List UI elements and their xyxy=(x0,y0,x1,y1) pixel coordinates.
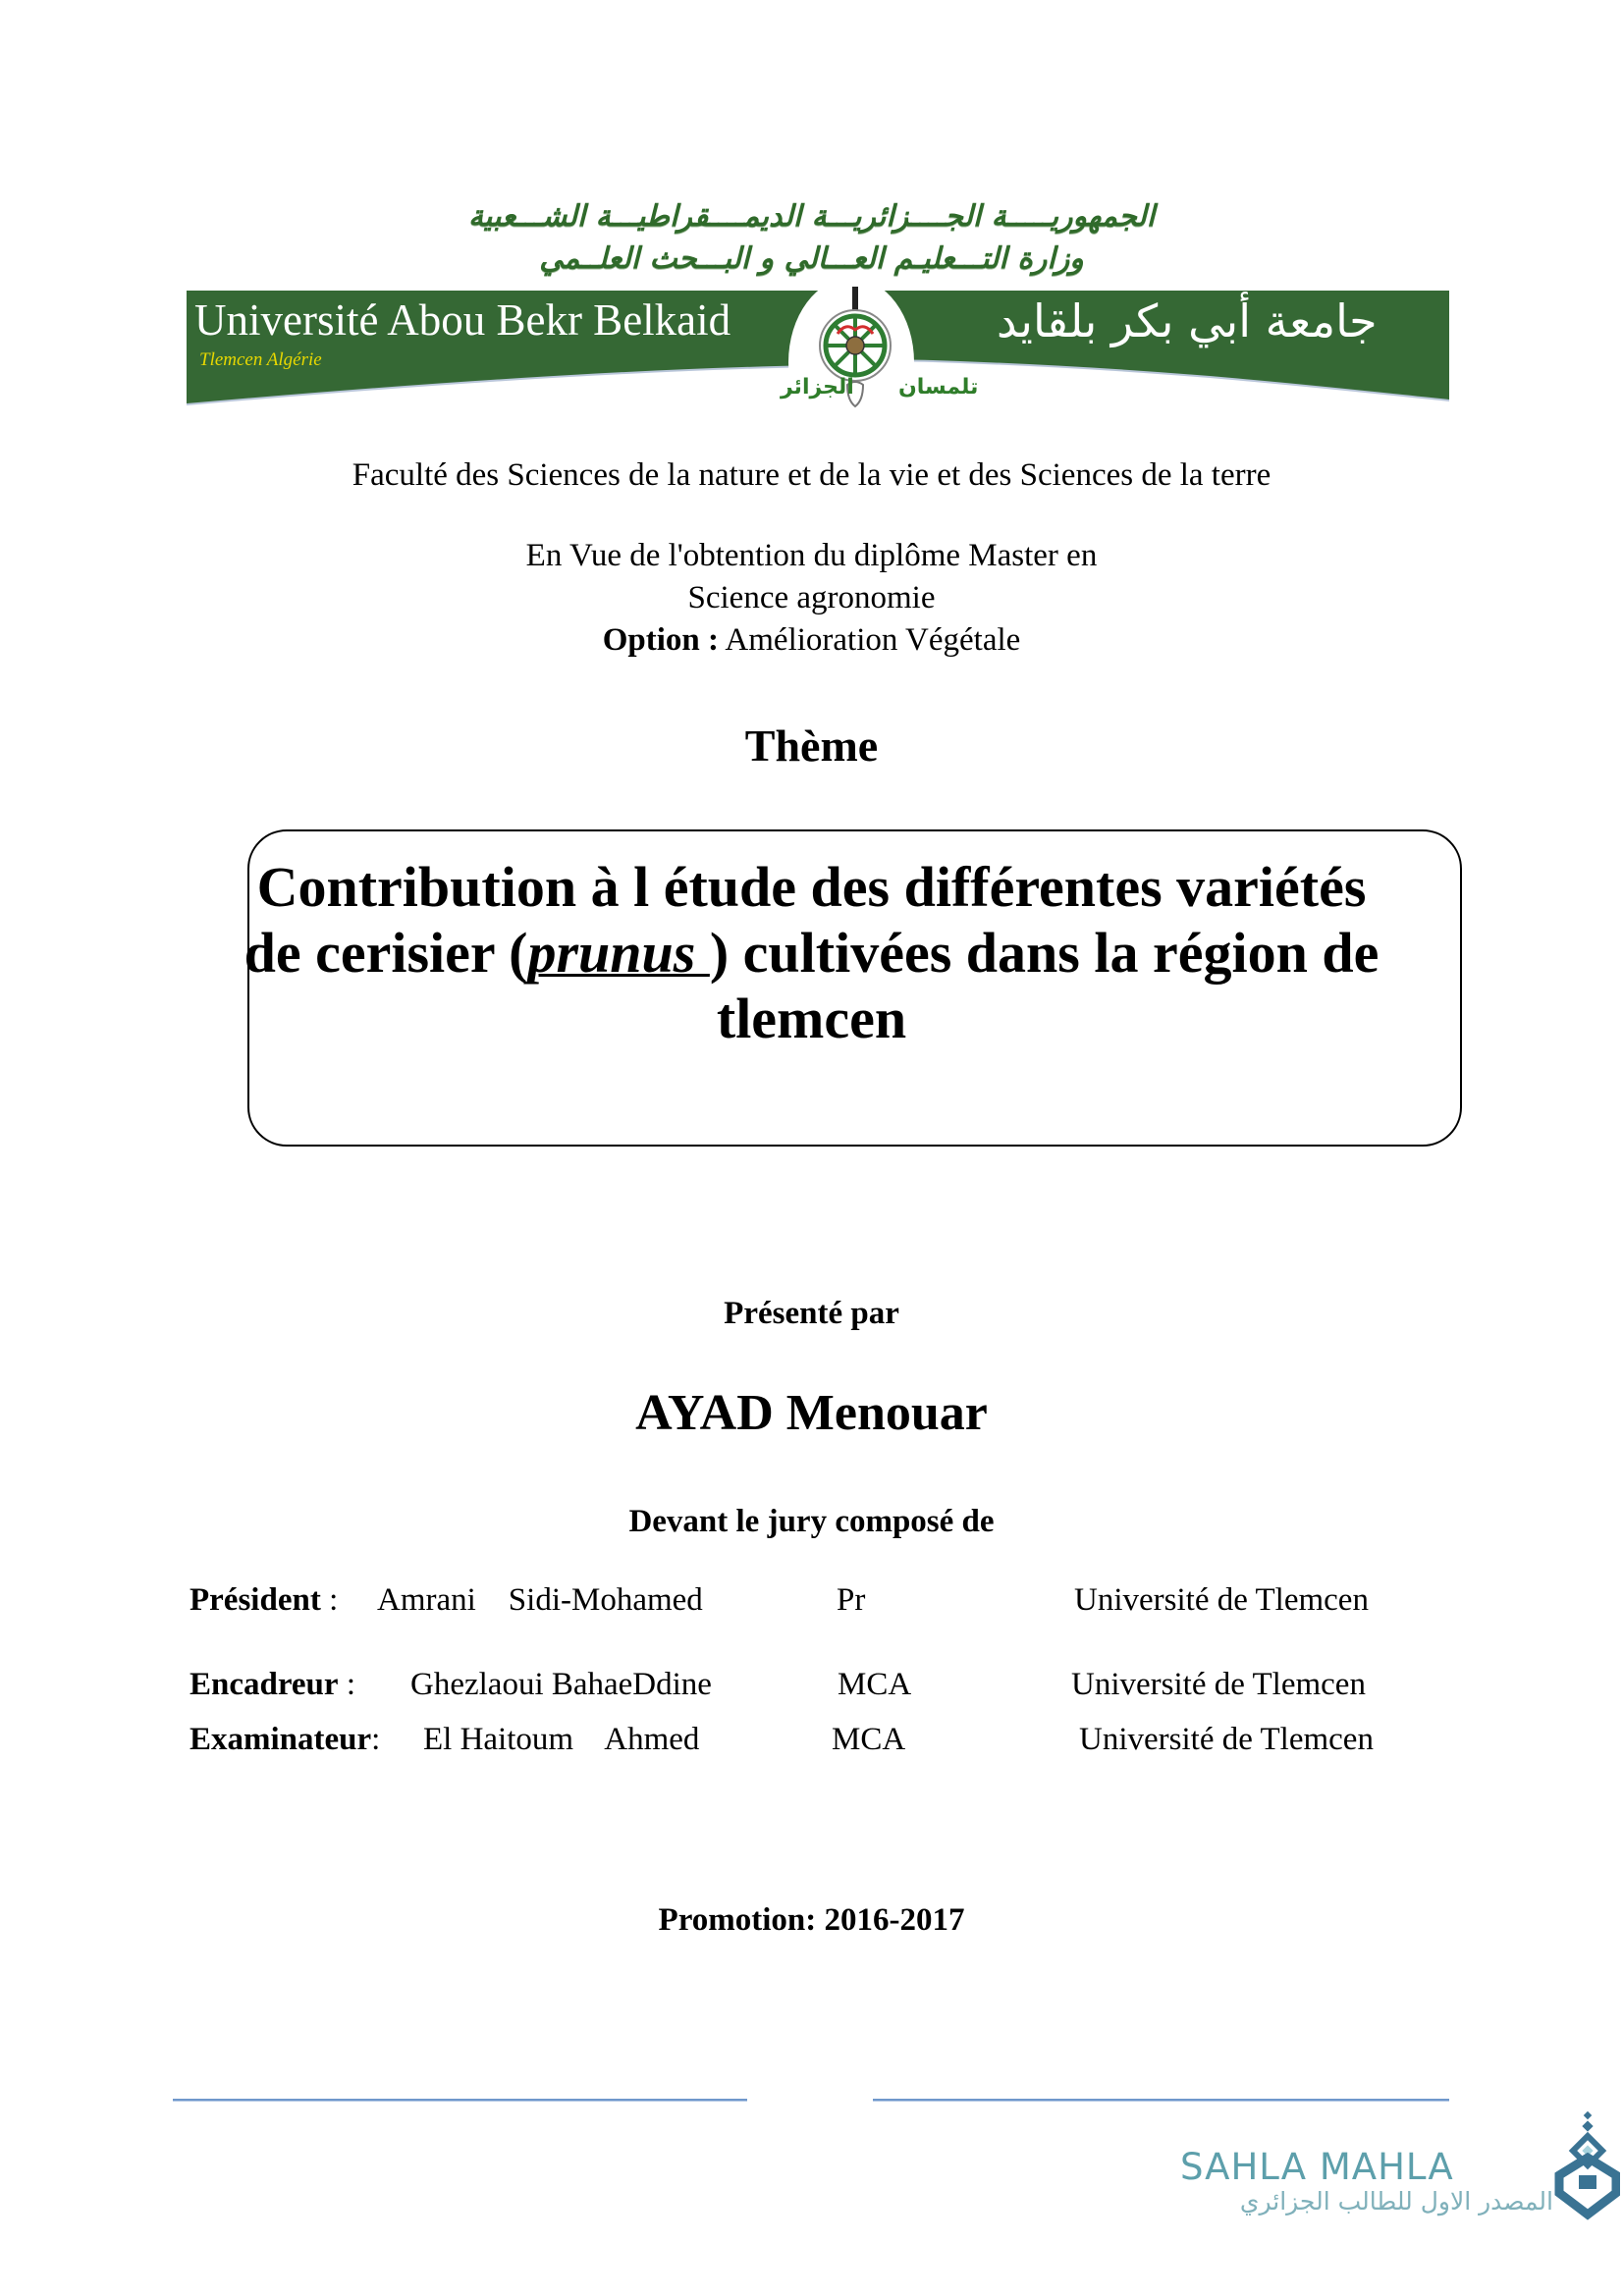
author-name: AYAD Menouar xyxy=(635,1385,988,1441)
thesis-title-line-3: tlemcen xyxy=(716,987,907,1050)
title-suffix: ) cultivées dans la région de xyxy=(709,921,1380,985)
option-value: Amélioration Végétale xyxy=(725,622,1021,658)
jury-name: Amrani Sidi-Mohamed xyxy=(377,1582,703,1618)
republic-header-arabic: الجمهوريـــــة الجــــزائريـــة الديمــــقراطيـــة الشـــعبية xyxy=(467,199,1156,234)
jury-role: Président xyxy=(189,1582,321,1618)
jury-role-sep: : xyxy=(320,1582,339,1618)
sahla-mahla-logo-text: SAHLA MAHLA xyxy=(1180,2146,1454,2188)
emblem-caption-tlemcen: تلمسان xyxy=(898,375,979,400)
jury-role: Examinateur xyxy=(189,1722,372,1757)
faculty-name: Faculté des Sciences de la nature et de la vie et des Sciences de la terre xyxy=(352,457,1271,493)
sahla-mahla-tagline: المصدر الاول للطالب الجزائري xyxy=(1239,2187,1553,2216)
university-name-arabic: جامعة أبي بكر بلقايد xyxy=(997,294,1378,347)
degree-line-1: En Vue de l'obtention du diplôme Master en xyxy=(525,538,1098,573)
thesis-title-line-1: Contribution à l étude des différentes variétés xyxy=(256,855,1367,919)
option-label: Option : xyxy=(602,622,719,658)
jury-member-examinateur xyxy=(0,1722,1623,1761)
jury-grade: MCA xyxy=(838,1667,912,1702)
degree-line-2: Science agronomie xyxy=(687,580,936,615)
ministry-header-arabic: وزارة التـــعليـم العـــالي و البـــحث العلــمي xyxy=(539,241,1084,276)
jury-member-president xyxy=(0,1582,1623,1622)
degree-option xyxy=(0,622,1623,659)
jury-institution: Université de Tlemcen xyxy=(1071,1667,1366,1702)
jury-name: Ghezlaoui BahaeDdine xyxy=(410,1667,712,1702)
sahla-mahla-logo-icon xyxy=(1551,2110,1620,2220)
university-name-french: Université Abou Bekr Belkaid xyxy=(194,295,731,345)
thesis-title-line-2 xyxy=(0,920,1623,986)
jury-grade: Pr xyxy=(837,1582,866,1618)
jury-heading: Devant le jury composé de xyxy=(628,1504,995,1539)
emblem-caption-algerie: الجزائر xyxy=(781,375,854,400)
presented-by-label: Présenté par xyxy=(724,1296,899,1331)
jury-grade: MCA xyxy=(832,1722,906,1757)
university-location: Tlemcen Algérie xyxy=(199,349,322,370)
jury-role-sep: : xyxy=(371,1722,381,1757)
title-latin-genus: prunus xyxy=(527,921,710,985)
theme-heading: Thème xyxy=(744,721,879,771)
jury-institution: Université de Tlemcen xyxy=(1079,1722,1374,1757)
jury-institution: Université de Tlemcen xyxy=(1074,1582,1369,1618)
title-prefix: de cerisier ( xyxy=(243,921,528,985)
jury-role-sep: : xyxy=(338,1667,355,1702)
footer-divider-right xyxy=(873,2099,1449,2102)
promotion-year: Promotion: 2016-2017 xyxy=(658,1902,965,1938)
jury-name: El Haitoum Ahmed xyxy=(423,1722,700,1757)
footer-divider-left xyxy=(173,2099,747,2102)
jury-role: Encadreur xyxy=(189,1667,339,1702)
jury-member-encadreur xyxy=(0,1667,1623,1706)
